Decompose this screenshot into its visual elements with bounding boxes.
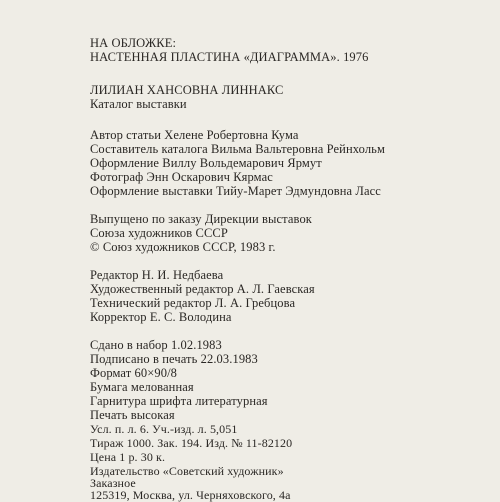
editor-line: Корректор Е. С. Володина bbox=[90, 310, 232, 324]
credit-line: Оформление выставки Тийу-Марет Эдмундовна Ласс bbox=[90, 184, 381, 198]
book-author: ЛИЛИАН ХАНСОВНА ЛИННАКС bbox=[90, 83, 284, 97]
print-info-line: Усл. п. л. 6. Уч.-изд. л. 5,051 bbox=[90, 422, 238, 436]
credit-line: Автор статьи Хелене Робертовна Кума bbox=[90, 128, 299, 142]
print-info-line: 125319, Москва, ул. Черняховского, 4а bbox=[90, 488, 291, 502]
editor-line: Художественный редактор А. Л. Гаевская bbox=[90, 282, 315, 296]
book-subtitle: Каталог выставки bbox=[90, 97, 187, 111]
print-info-line: Заказное bbox=[90, 476, 136, 490]
print-info-line: Цена 1 р. 30 к. bbox=[90, 450, 166, 464]
cover-title: НАСТЕННАЯ ПЛАСТИНА «ДИАГРАММА». 1976 bbox=[90, 50, 369, 64]
credit-line: Оформление Виллу Вольдемарович Ярмут bbox=[90, 156, 322, 170]
print-info-line: Сдано в набор 1.02.1983 bbox=[90, 338, 222, 352]
print-info-line: Формат 60×90/8 bbox=[90, 366, 177, 380]
copyright-line: © Союз художников СССР, 1983 г. bbox=[90, 240, 276, 254]
print-info-line: Издательство «Советский художник» bbox=[90, 464, 284, 478]
print-info-line: Печать высокая bbox=[90, 408, 175, 422]
print-info-line: Тираж 1000. Зак. 194. Изд. № 11-82120 bbox=[90, 436, 293, 450]
cover-label: НА ОБЛОЖКЕ: bbox=[90, 36, 177, 50]
publisher-note-line: Выпущено по заказу Дирекции выставок bbox=[90, 212, 312, 226]
editor-line: Редактор Н. И. Недбаева bbox=[90, 268, 224, 282]
credit-line: Фотограф Энн Оскарович Кярмас bbox=[90, 170, 273, 184]
print-info-line: Бумага мелованная bbox=[90, 380, 194, 394]
publisher-note-line: Союза художников СССР bbox=[90, 226, 228, 240]
editor-line: Технический редактор Л. А. Гребцова bbox=[90, 296, 296, 310]
print-info-line: Гарнитура шрифта литературная bbox=[90, 394, 268, 408]
print-info-line: Подписано в печать 22.03.1983 bbox=[90, 352, 258, 366]
credit-line: Составитель каталога Вильма Вальтеровна Рейнхольм bbox=[90, 142, 385, 156]
